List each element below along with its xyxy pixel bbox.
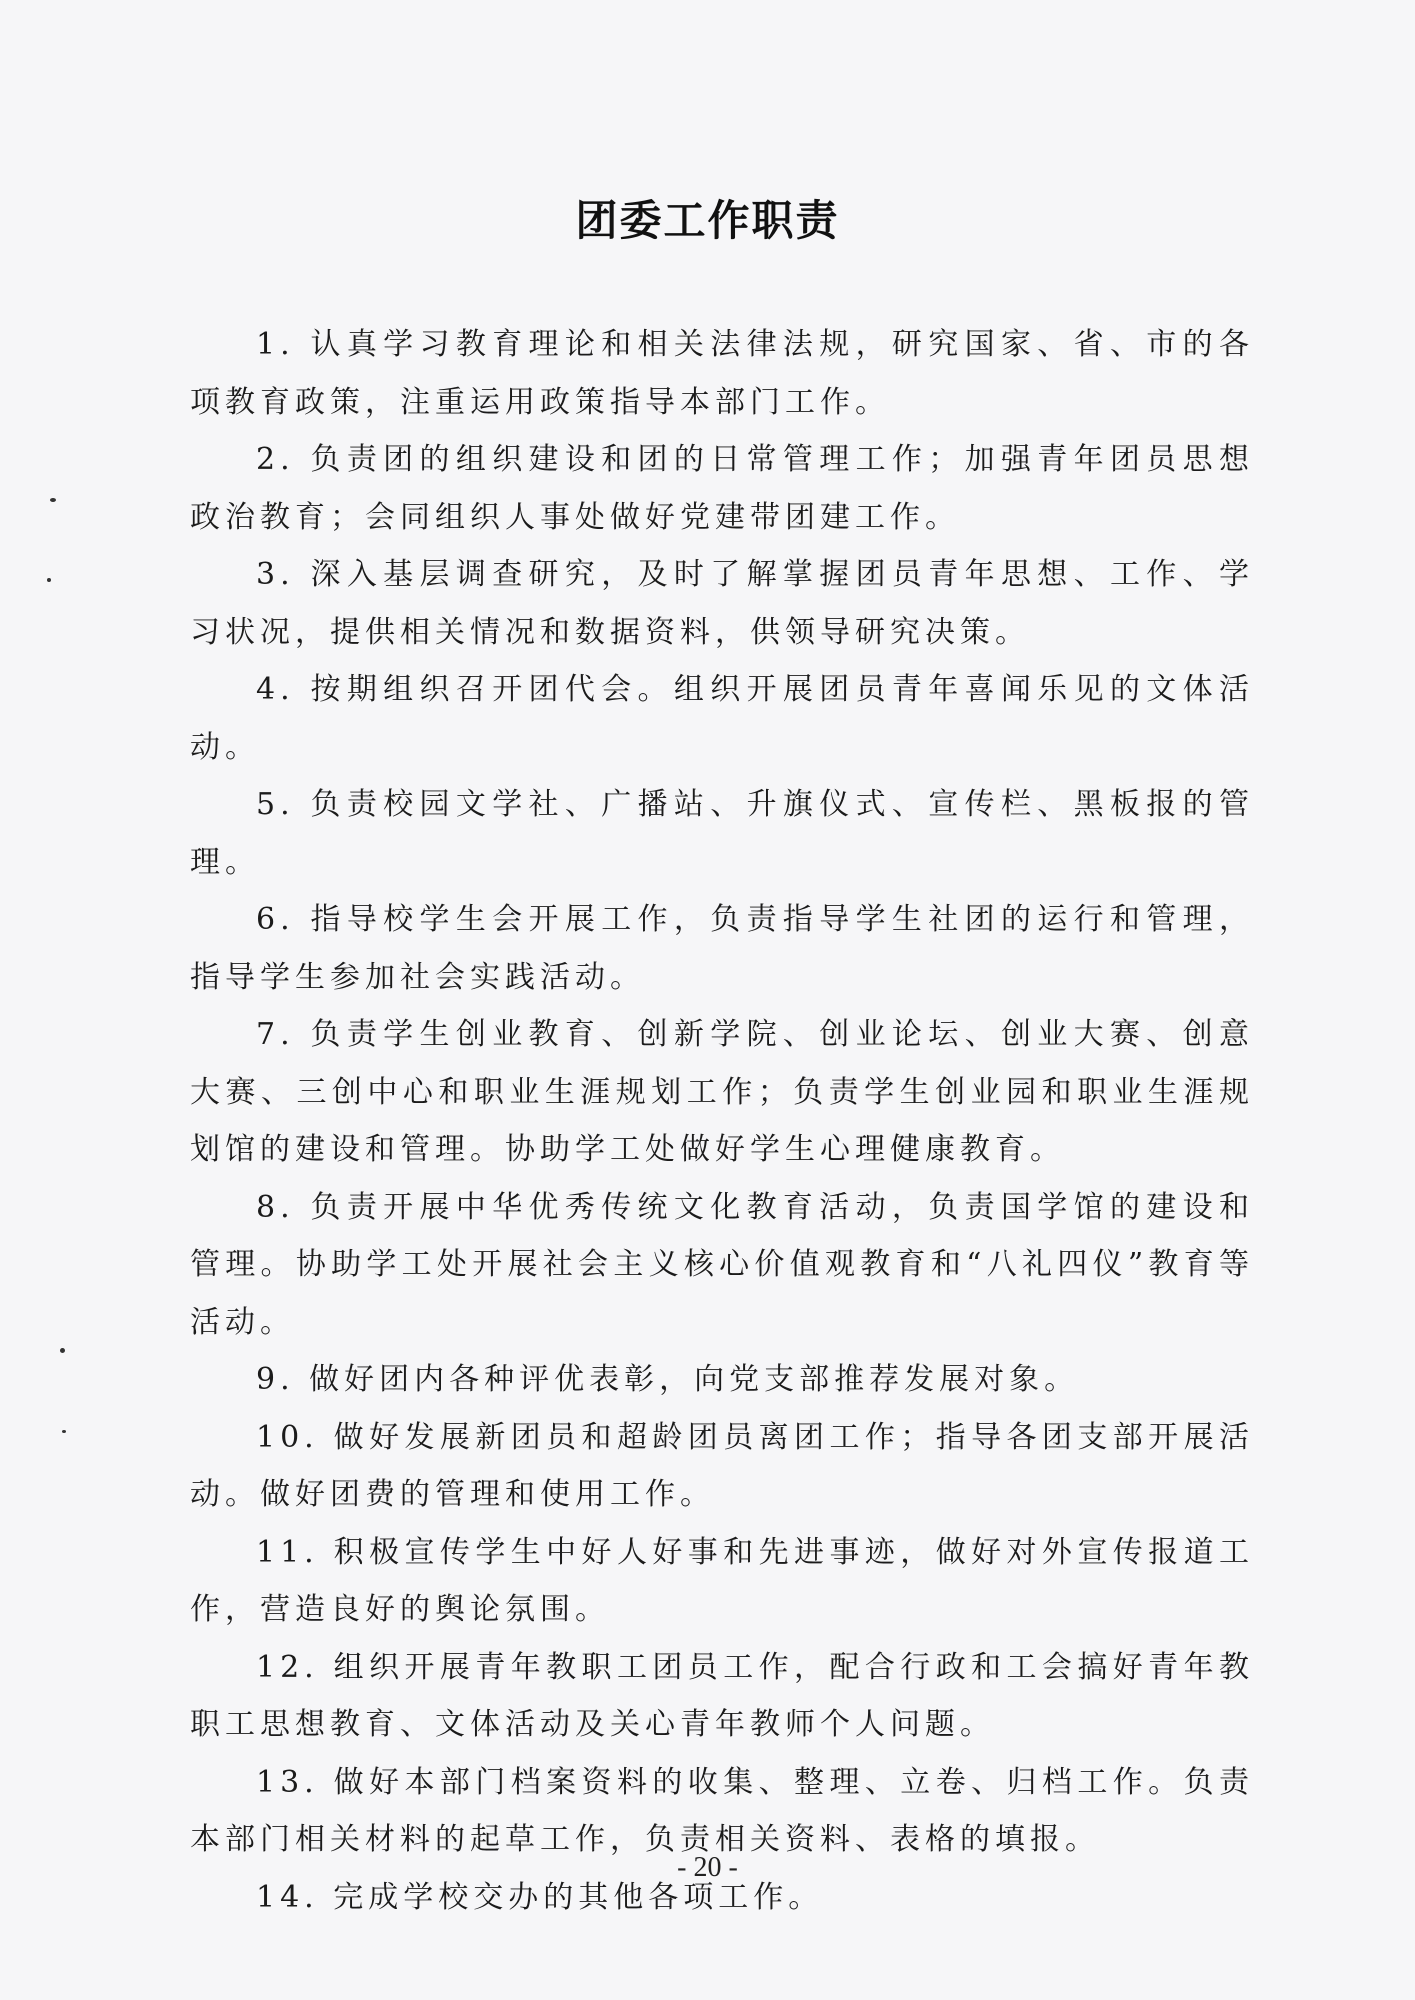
paragraph-10: 10. 做好发展新团员和超龄团员离团工作；指导各团支部开展活动。做好团费的管理和使用工作。 (190, 1419, 1254, 1512)
paragraph-3: 3. 深入基层调查研究，及时了解掌握团员青年思想、工作、学习状况，提供相关情况和数据资料，供领导研究决策。 (190, 557, 1254, 650)
document-title: 团委工作职责 (575, 196, 840, 245)
scan-speck (60, 1348, 65, 1353)
paragraph-11: 11. 积极宣传学生中好人好事和先进事迹，做好对外宣传报道工作，营造良好的舆论氛围。 (190, 1534, 1254, 1627)
paragraph-7: 7. 负责学生创业教育、创新学院、创业论坛、创业大赛、创意大赛、三创中心和职业生涯规划工作；负责学生创业园和职业生涯规划馆的建设和管理。协助学工处做好学生心理健康教育。 (190, 1017, 1254, 1167)
paragraph-12: 12. 组织开展青年教职工团员工作，配合行政和工会搞好青年教职工思想教育、文体活动及关心青年教师个人问题。 (190, 1649, 1254, 1742)
document-body (190, 316, 1254, 1926)
paragraph-13: 13. 做好本部门档案资料的收集、整理、立卷、归档工作。负责本部门相关材料的起草工作，负责相关资料、表格的填报。 (190, 1764, 1254, 1857)
scan-speck (47, 578, 51, 582)
paragraph-5: 5. 负责校园文学社、广播站、升旗仪式、宣传栏、黑板报的管理。 (190, 787, 1254, 880)
scan-speck (62, 1430, 66, 1433)
paragraph-1: 1. 认真学习教育理论和相关法律法规，研究国家、省、市的各项教育政策，注重运用政策指导本部门工作。 (190, 327, 1254, 420)
paragraph-9: 9. 做好团内各种评优表彰，向党支部推荐发展对象。 (256, 1362, 1080, 1397)
paragraph-4: 4. 按期组织召开团代会。组织开展团员青年喜闻乐见的文体活动。 (190, 672, 1254, 765)
paragraph-6: 6. 指导校学生会开展工作，负责指导学生社团的运行和管理，指导学生参加社会实践活动。 (190, 902, 1254, 995)
page-number: - 20 - (677, 1852, 738, 1883)
paragraph-14: 14. 完成学校交办的其他各项工作。 (256, 1879, 824, 1915)
scan-speck (50, 498, 56, 502)
paragraph-2: 2. 负责团的组织建设和团的日常管理工作；加强青年团员思想政治教育；会同组织人事处做好党建带团建工作。 (190, 442, 1254, 535)
paragraph-8: 8. 负责开展中华优秀传统文化教育活动，负责国学馆的建设和管理。协助学工处开展社会主义核心价值观教育和“八礼四仪”教育等活动。 (190, 1189, 1254, 1340)
